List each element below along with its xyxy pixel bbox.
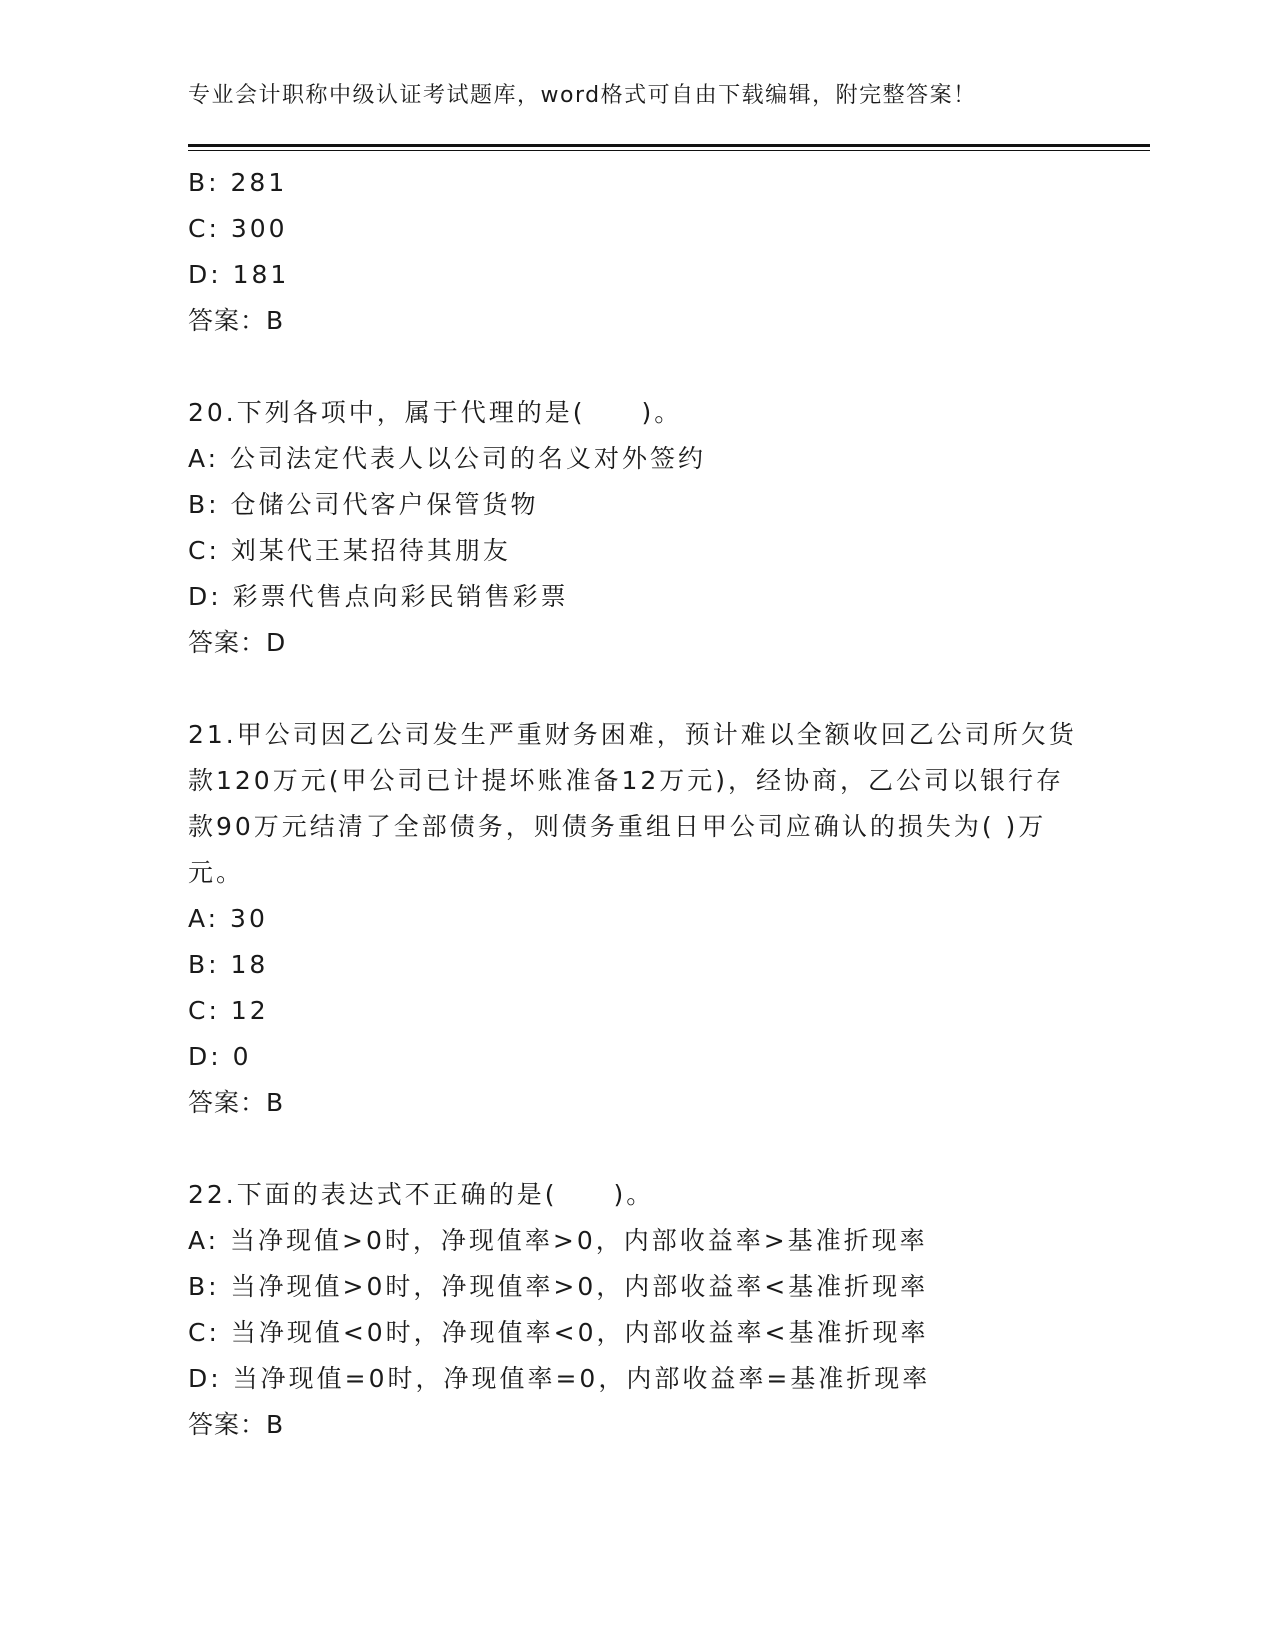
- header-rule-thick: [188, 144, 1150, 147]
- option-a: A: 公司法定代表人以公司的名义对外签约: [188, 444, 707, 473]
- option-a: A: 当净现值>0时，净现值率>0，内部收益率>基准折现率: [188, 1226, 928, 1255]
- page-header: 专业会计职称中级认证考试题库，word格式可自由下载编辑，附完整答案！: [188, 83, 977, 108]
- page-content: [188, 160, 1088, 1448]
- question-22: [188, 1172, 1088, 1448]
- option-b: B: 18: [188, 950, 269, 979]
- question-stem: 21.甲公司因乙公司发生严重财务困难，预计难以全额收回乙公司所欠货款120万元(甲公司已计提坏账准备12万元)，经协商，乙公司以银行存款90万元结清了全部债务，则债务重组日甲公司应确认的损失为( )万元。: [188, 720, 1077, 887]
- answer: 答案：B: [188, 1088, 285, 1117]
- option-a: A: 30: [188, 904, 268, 933]
- option-c: C: 刘某代王某招待其朋友: [188, 536, 511, 565]
- option-b: B: 281: [188, 168, 288, 197]
- answer: 答案：B: [188, 1410, 285, 1439]
- answer: 答案：B: [188, 306, 285, 335]
- spacer: [188, 666, 1088, 712]
- option-c: C: 300: [188, 214, 288, 243]
- option-b: B: 当净现值>0时，净现值率>0，内部收益率<基准折现率: [188, 1272, 929, 1301]
- answer: 答案：D: [188, 628, 287, 657]
- option-d: D: 当净现值=0时，净现值率=0，内部收益率=基准折现率: [188, 1364, 931, 1393]
- option-d: D: 彩票代售点向彩民销售彩票: [188, 582, 569, 611]
- question-21: [188, 712, 1088, 1126]
- carryover-question: [188, 160, 1088, 344]
- option-d: D: 181: [188, 260, 290, 289]
- question-stem: 22.下面的表达式不正确的是( )。: [188, 1180, 655, 1209]
- spacer: [188, 344, 1088, 390]
- spacer: [188, 1126, 1088, 1172]
- option-b: B: 仓储公司代客户保管货物: [188, 490, 539, 519]
- option-c: C: 12: [188, 996, 269, 1025]
- option-d: D: 0: [188, 1042, 252, 1071]
- header-rule-thin: [188, 150, 1150, 151]
- question-20: [188, 390, 1088, 666]
- question-stem: 20.下列各项中，属于代理的是( )。: [188, 398, 683, 427]
- option-c: C: 当净现值<0时，净现值率<0，内部收益率<基准折现率: [188, 1318, 929, 1347]
